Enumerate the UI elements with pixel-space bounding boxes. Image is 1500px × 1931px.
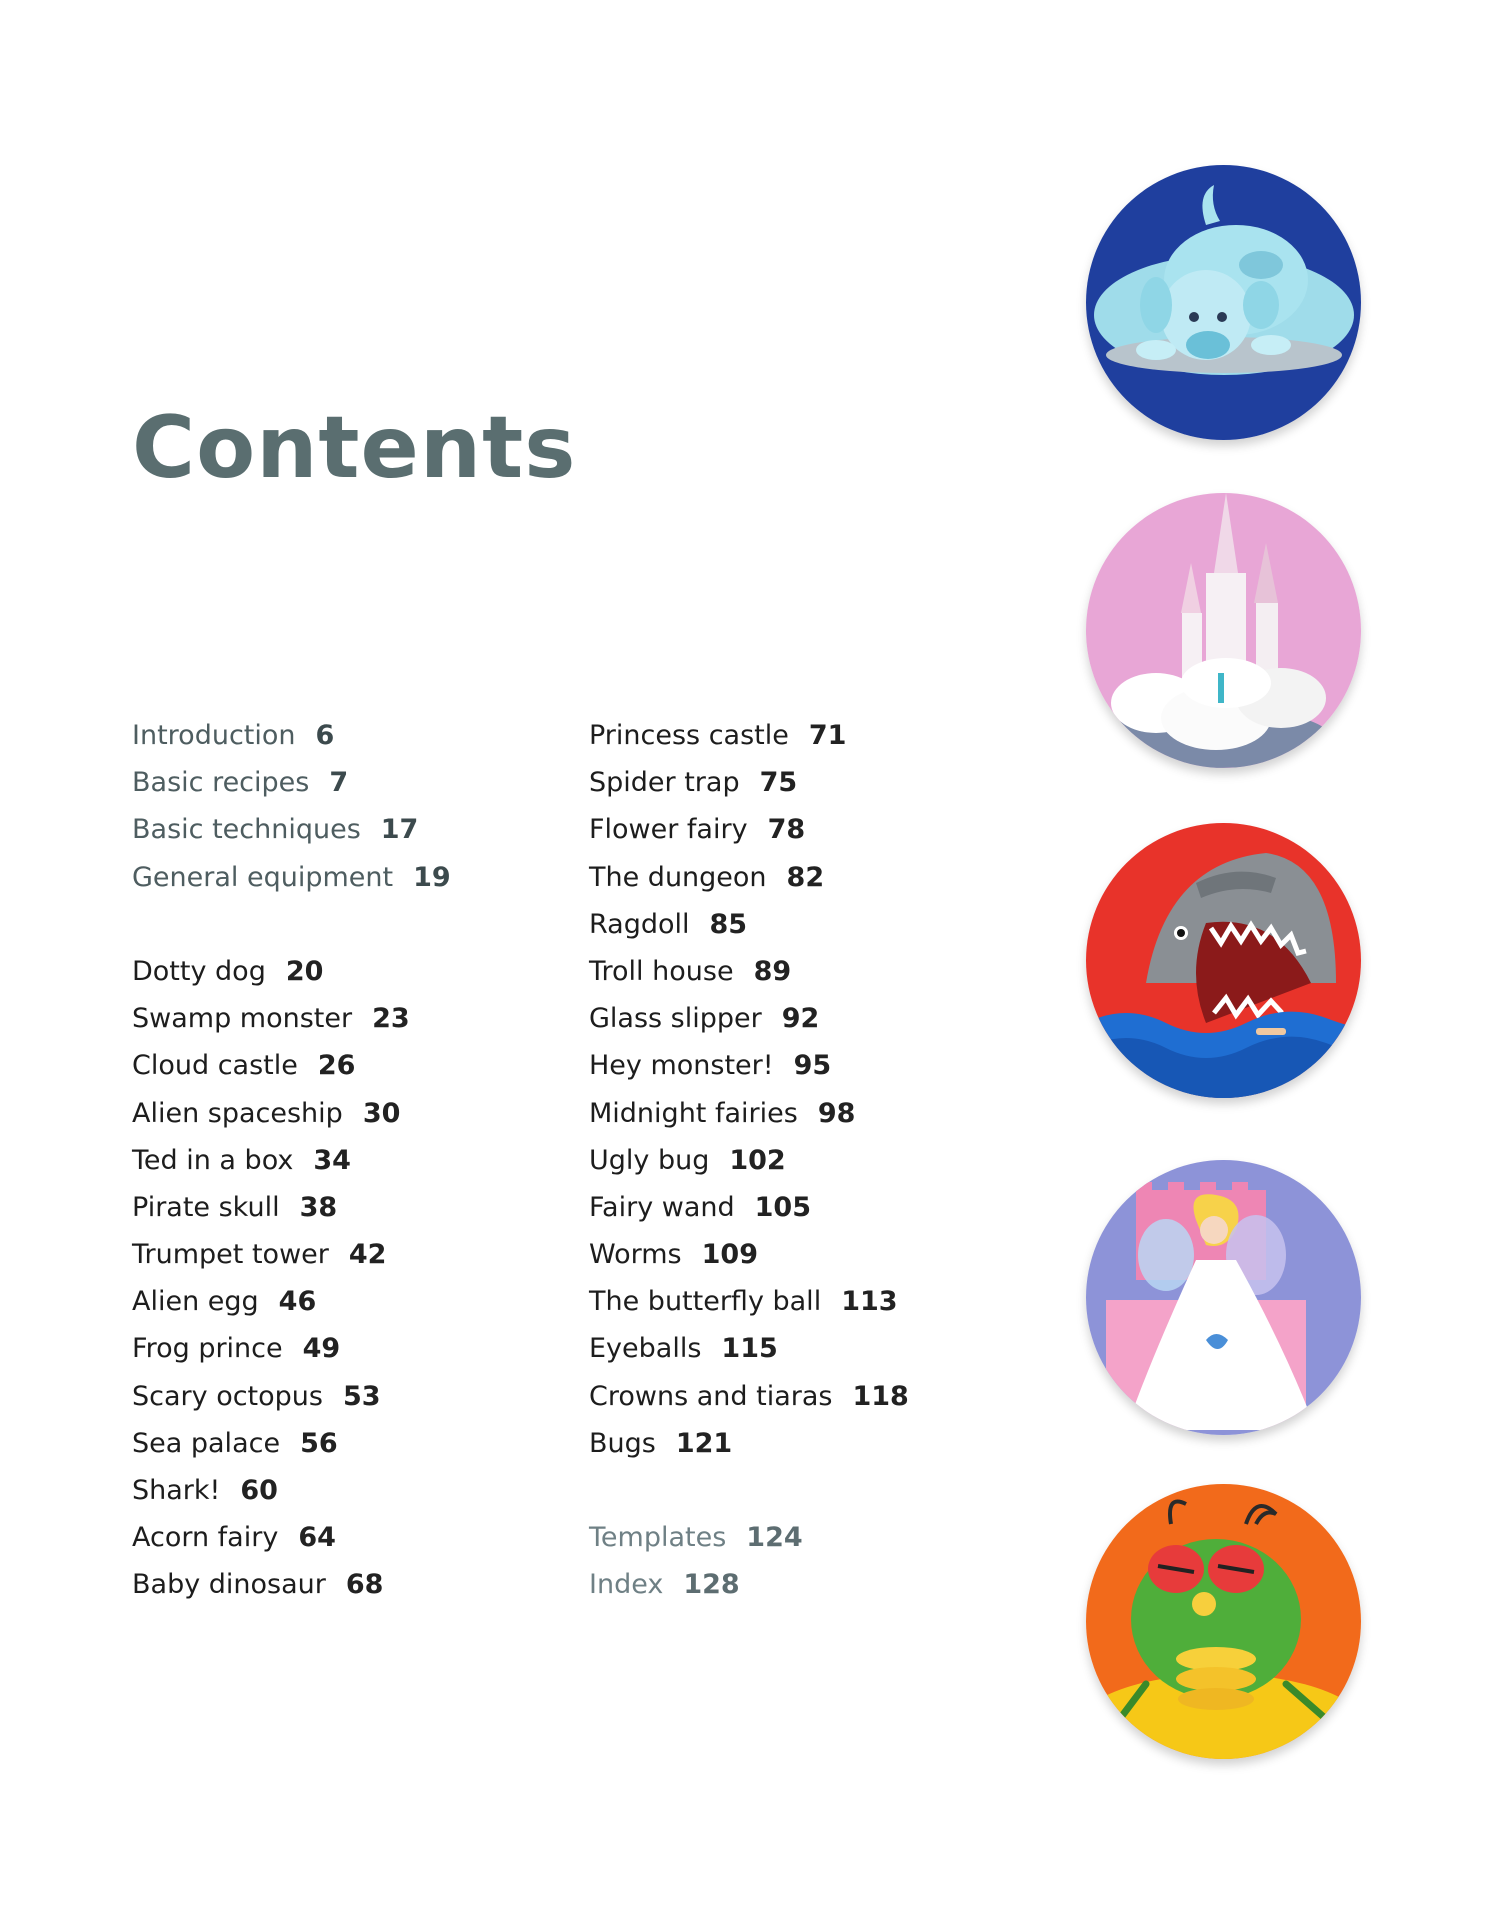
toc-entry-label: Sea palace [132, 1427, 281, 1459]
toc-left-column [132, 712, 552, 1609]
toc-entry-label: Trumpet tower [132, 1239, 329, 1271]
toc-entry-page: 105 [754, 1191, 812, 1223]
toc-spacer [589, 1467, 1009, 1514]
toc-entry-label: Introduction [132, 720, 296, 751]
toc-entry-page: 109 [701, 1239, 759, 1271]
toc-entry-page: 78 [767, 814, 806, 846]
toc-entry-page: 92 [781, 1003, 820, 1035]
shark-cake-photo [1086, 823, 1361, 1098]
toc-entry[interactable] [589, 1042, 1009, 1089]
toc-entry-label: Spider trap [589, 767, 740, 799]
toc-entry-page: 128 [683, 1569, 740, 1601]
toc-entry-label: Bugs [589, 1427, 656, 1459]
toc-entry-page: 49 [302, 1333, 341, 1365]
toc-entry-label: Princess castle [589, 720, 789, 751]
toc-entry-label: Midnight fairies [589, 1097, 798, 1129]
toc-entry-page: 71 [808, 720, 847, 751]
toc-entry-label: Basic recipes [132, 767, 310, 799]
toc-entry[interactable] [132, 995, 552, 1042]
toc-entry-page: 118 [852, 1380, 909, 1412]
toc-entry[interactable] [132, 1278, 552, 1325]
toc-entry-page: 82 [786, 861, 825, 893]
toc-entry[interactable] [589, 901, 1009, 948]
toc-entry-label: Alien spaceship [132, 1097, 343, 1129]
toc-entry-label: Flower fairy [589, 814, 748, 846]
toc-entry-page: 7 [329, 767, 349, 799]
toc-entry-label: Alien egg [132, 1286, 259, 1318]
toc-spacer [132, 901, 552, 948]
toc-entry-label: Fairy wand [589, 1191, 735, 1223]
toc-entry[interactable] [132, 948, 552, 995]
toc-entry[interactable] [132, 1137, 552, 1184]
ugly-bug-cake-icon [1086, 1484, 1361, 1759]
toc-entry-page: 85 [709, 908, 748, 940]
toc-entry-page: 124 [746, 1522, 803, 1554]
toc-entry-page: 115 [721, 1333, 778, 1365]
shark-cake-icon [1086, 823, 1361, 1098]
toc-entry[interactable] [589, 1090, 1009, 1137]
toc-entry-label: The butterfly ball [589, 1286, 822, 1318]
toc-entry[interactable] [132, 1325, 552, 1372]
toc-entry[interactable] [132, 712, 552, 759]
toc-entry-label: Shark! [132, 1475, 221, 1506]
toc-entry-page: 34 [313, 1144, 351, 1176]
toc-entry-page: 17 [380, 814, 419, 846]
toc-entry[interactable] [589, 948, 1009, 995]
ugly-bug-cake-photo [1086, 1484, 1361, 1759]
page-title: Contents [132, 398, 577, 498]
dotty-dog-cake-photo [1086, 165, 1361, 440]
toc-entry[interactable] [132, 759, 552, 806]
fairy-cake-icon [1086, 1160, 1361, 1435]
toc-entry[interactable] [589, 712, 1009, 759]
toc-entry[interactable] [589, 1184, 1009, 1231]
cloud-castle-cake-icon [1086, 493, 1361, 768]
toc-entry-page: 89 [753, 955, 792, 987]
toc-entry[interactable] [589, 1420, 1009, 1467]
cloud-castle-cake-photo [1086, 493, 1361, 768]
toc-entry-label: Ragdoll [589, 908, 690, 940]
toc-entry-label: Troll house [589, 955, 734, 987]
toc-entry[interactable] [132, 1420, 552, 1467]
toc-entry[interactable] [589, 995, 1009, 1042]
toc-entry-label: Frog prince [132, 1333, 283, 1365]
toc-entry-page: 64 [298, 1522, 336, 1554]
toc-entry[interactable] [589, 854, 1009, 901]
toc-entry-label: Scary octopus [132, 1380, 323, 1412]
toc-entry-label: Templates [589, 1522, 727, 1554]
fairy-cake-photo [1086, 1160, 1361, 1435]
toc-entry[interactable] [589, 1373, 1009, 1420]
toc-entry[interactable] [589, 1514, 1009, 1561]
toc-entry-label: Pirate skull [132, 1191, 280, 1223]
toc-entry-label: Crowns and tiaras [589, 1380, 833, 1412]
toc-entry[interactable] [589, 1325, 1009, 1372]
toc-entry-label: Cloud castle [132, 1050, 298, 1082]
toc-entry[interactable] [589, 1231, 1009, 1278]
toc-entry[interactable] [132, 1184, 552, 1231]
toc-entry[interactable] [589, 759, 1009, 806]
toc-entry[interactable] [132, 1561, 552, 1608]
toc-entry-label: Glass slipper [589, 1003, 762, 1035]
toc-entry[interactable] [132, 854, 552, 901]
toc-entry-page: 26 [317, 1050, 356, 1082]
toc-entry-label: Swamp monster [132, 1003, 353, 1035]
toc-entry[interactable] [132, 1090, 552, 1137]
toc-entry-page: 19 [413, 861, 451, 893]
toc-entry-page: 121 [675, 1427, 733, 1459]
toc-entry-page: 42 [348, 1239, 387, 1271]
toc-entry-page: 98 [817, 1097, 856, 1129]
toc-entry-page: 53 [342, 1380, 381, 1412]
toc-entry-page: 75 [759, 767, 798, 799]
toc-entry-page: 56 [300, 1427, 338, 1459]
toc-entry-page: 6 [315, 720, 335, 751]
toc-entry[interactable] [589, 1278, 1009, 1325]
toc-entry-label: General equipment [132, 861, 394, 893]
toc-entry[interactable] [132, 806, 552, 853]
toc-entry-label: Hey monster! [589, 1050, 774, 1082]
toc-entry-label: Index [589, 1569, 664, 1601]
toc-entry-page: 46 [278, 1286, 317, 1318]
toc-entry-label: The dungeon [589, 861, 767, 893]
toc-entry-label: Dotty dog [132, 955, 266, 987]
toc-right-column [589, 712, 1009, 1609]
toc-entry[interactable] [589, 806, 1009, 853]
toc-entry[interactable] [589, 1137, 1009, 1184]
toc-entry-label: Eyeballs [589, 1333, 702, 1365]
toc-entry[interactable] [132, 1467, 552, 1514]
toc-entry-label: Baby dinosaur [132, 1569, 326, 1601]
toc-entry-label: Worms [589, 1239, 682, 1271]
toc-entry-page: 95 [793, 1050, 832, 1082]
toc-entry-label: Basic techniques [132, 814, 361, 846]
toc-entry-page: 23 [372, 1003, 410, 1035]
toc-entry[interactable] [132, 1042, 552, 1089]
toc-entry-label: Acorn fairy [132, 1522, 279, 1554]
toc-entry[interactable] [589, 1561, 1009, 1608]
toc-entry-page: 38 [299, 1191, 338, 1223]
toc-entry[interactable] [132, 1373, 552, 1420]
toc-entry-page: 20 [285, 955, 324, 987]
toc-entry[interactable] [132, 1514, 552, 1561]
toc-entry-page: 68 [345, 1569, 384, 1601]
dotty-dog-cake-icon [1086, 165, 1361, 440]
toc-entry-page: 30 [362, 1097, 401, 1129]
toc-entry-label: Ted in a box [132, 1144, 294, 1176]
toc-entry[interactable] [132, 1231, 552, 1278]
toc-entry-page: 102 [729, 1144, 786, 1176]
toc-entry-page: 113 [841, 1286, 898, 1318]
toc-entry-label: Ugly bug [589, 1144, 710, 1176]
toc-entry-page: 60 [240, 1475, 278, 1506]
